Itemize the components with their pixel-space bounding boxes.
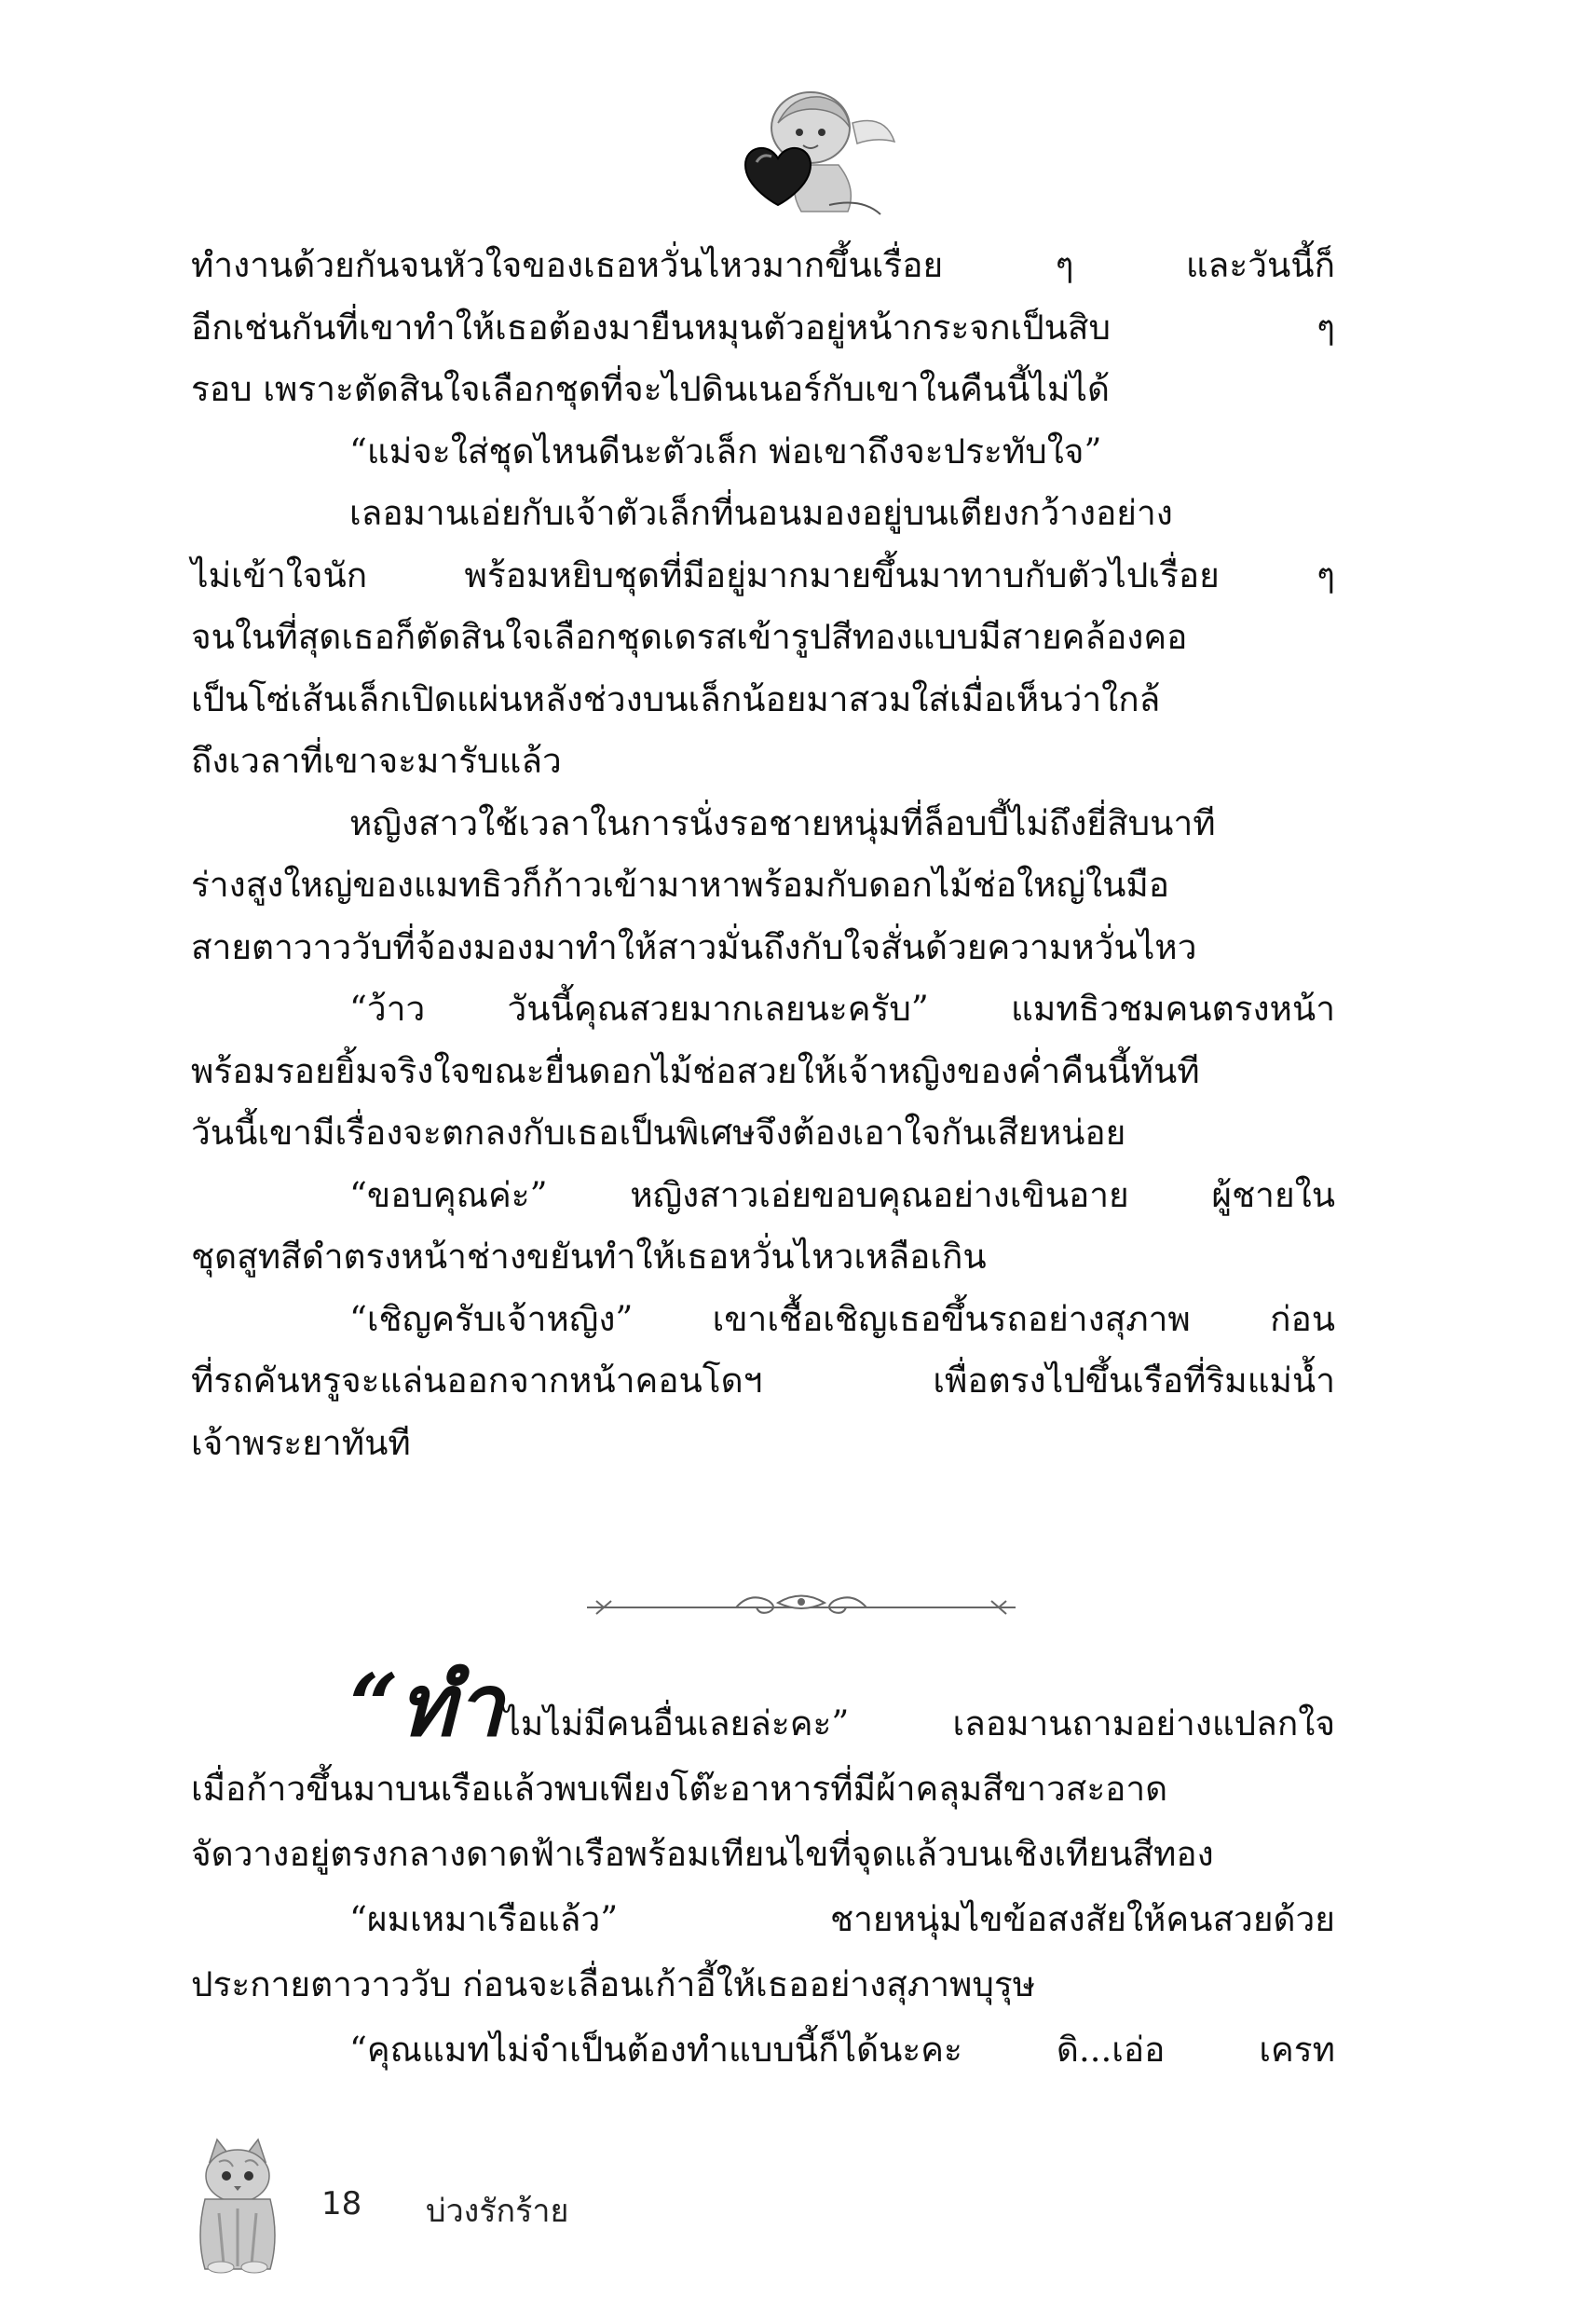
text-line (191, 1655, 1335, 1757)
page-footer (182, 2134, 759, 2274)
text-line: หญิงสาวใช้เวลาในการนั่งรอชายหนุ่มที่ล็อบบี้ไม่ถึงยี่สิบนาที (349, 802, 1216, 843)
dialogue-line: “เชิญครับเจ้าหญิง” เขาเชื้อเชิญเธอขึ้นรถอย่างสุภาพ ก่อน (349, 1298, 1335, 1339)
dialogue-line: “แม่จะใส่ชุดไหนดีนะตัวเล็ก พ่อเขาถึงจะประทับใจ” (349, 431, 1102, 472)
section-divider-ornament (578, 1584, 1025, 1631)
kitten-icon (182, 2134, 293, 2274)
text-line: จนในที่สุดเธอก็ตัดสินใจเลือกชุดเดรสเข้ารูปสีทองแบบมีสายคล้องคอ (191, 617, 1188, 657)
text-line: ชุดสูทสีดำตรงหน้าช่างขยันทำให้เธอหวั่นไหวเหลือเกิน (191, 1237, 987, 1277)
text-line: เมื่อก้าวขึ้นมาบนเรือแล้วพบเพียงโต๊ะอาหารที่มีผ้าคลุมสีขาวสะอาด (191, 1769, 1168, 1809)
dialogue-line: “ขอบคุณค่ะ” หญิงสาวเอ่ยขอบคุณอย่างเขินอาย ผู้ชายใน (349, 1174, 1335, 1215)
text-line: อีกเช่นกันที่เขาทำให้เธอต้องมายืนหมุนตัวอยู่หน้ากระจกเป็นสิบ ๆ (191, 307, 1335, 348)
text-line: ไม่เข้าใจนัก พร้อมหยิบชุดที่มีอยู่มากมายขึ้นมาทาบกับตัวไปเรื่อย ๆ (191, 554, 1335, 595)
text-line: รอบ เพราะตัดสินใจเลือกชุดที่จะไปดินเนอร์กับเขาในคืนนี้ไม่ได้ (191, 369, 1110, 409)
drop-cap: “ทำ (349, 1655, 504, 1756)
text-line: เลอมานเอ่ยกับเจ้าตัวเล็กที่นอนมองอยู่บนเตียงกว้างอย่าง (349, 493, 1173, 533)
dialogue-line: “ผมเหมาเรือแล้ว” ชายหนุ่มไขข้อสงสัยให้คนสวยด้วย (349, 1899, 1335, 1939)
section-two-text (191, 1655, 1335, 2083)
page-number: 18 (321, 2185, 362, 2222)
text-line: ที่รถคันหรูจะแล่นออกจากหน้าคอนโดฯ เพื่อตรงไปขึ้นเรือที่ริมแม่น้ำ (191, 1361, 1335, 1401)
text-line: ประกายตาวาววับ ก่อนจะเลื่อนเก้าอี้ให้เธออย่างสุภาพบุรุษ (191, 1964, 1036, 2004)
text-line: ทำงานด้วยกันจนหัวใจของเธอหวั่นไหวมากขึ้นเรื่อย ๆ และวันนี้ก็ (191, 245, 1335, 285)
text-line-rest: ไมไม่มีคนอื่นเลยล่ะคะ” เลอมานถามอย่างแปลกใจ (503, 1703, 1335, 1744)
text-line: ถึงเวลาที่เขาจะมารับแล้ว (191, 741, 562, 781)
cupid-with-heart-icon (689, 86, 904, 221)
text-line: ร่างสูงใหญ่ของแมทธิวก็ก้าวเข้ามาหาพร้อมกับดอกไม้ช่อใหญ่ในมือ (191, 865, 1170, 905)
text-line: เจ้าพระยาทันที (191, 1422, 411, 1463)
text-line: สายตาวาววับที่จ้องมองมาทำให้สาวมั่นถึงกับใจสั่นด้วยความหวั่นไหว (191, 926, 1197, 967)
text-line: วันนี้เขามีเรื่องจะตกลงกับเธอเป็นพิเศษจึงต้องเอาใจกันเสียหน่อย (191, 1113, 1126, 1153)
dialogue-line: “ว้าว วันนี้คุณสวยมากเลยนะครับ” แมทธิวชมคนตรงหน้า (349, 989, 1335, 1029)
chapter-body-text (191, 235, 1335, 1474)
text-line: พร้อมรอยยิ้มจริงใจขณะยื่นดอกไม้ช่อสวยให้เจ้าหญิงของค่ำคืนนี้ทันที (191, 1050, 1200, 1091)
book-title: บ่วงรักร้าย (426, 2193, 569, 2230)
text-line: จัดวางอยู่ตรงกลางดาดฟ้าเรือพร้อมเทียนไขที่จุดแล้วบนเชิงเทียนสีทอง (191, 1834, 1214, 1874)
text-line: เป็นโซ่เส้นเล็กเปิดแผ่นหลังช่วงบนเล็กน้อยมาสวมใส่เมื่อเห็นว่าใกล้ (191, 678, 1161, 719)
dialogue-line: “คุณแมทไม่จำเป็นต้องทำแบบนี้ก็ได้นะคะ ดิ...เอ่อ เครท (349, 2030, 1335, 2070)
